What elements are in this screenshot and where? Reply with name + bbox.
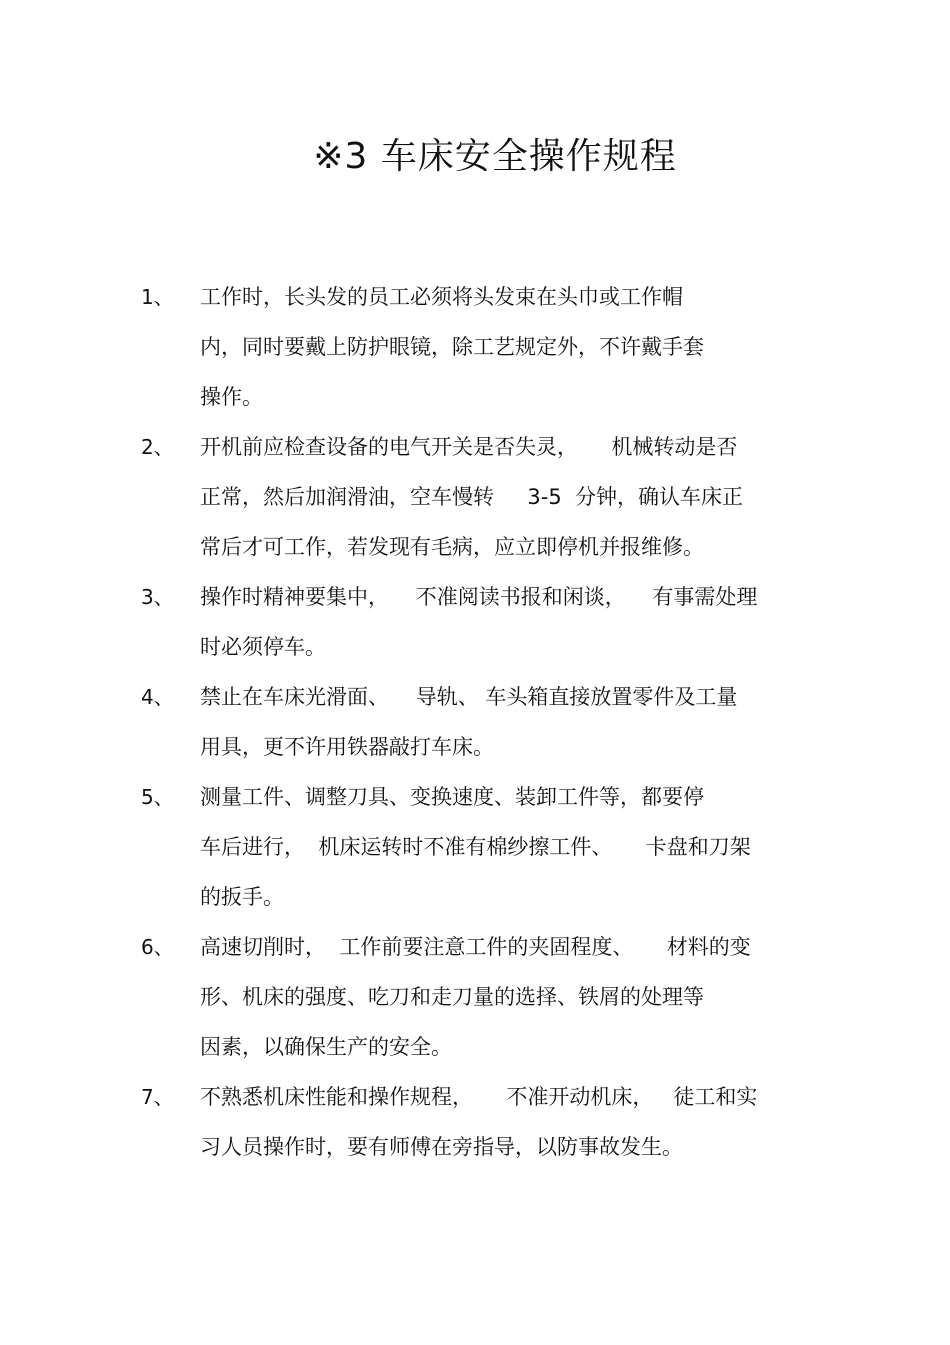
rule-item-2 [0, 422, 950, 572]
rule-text [200, 422, 950, 572]
rule-number: 5、 [141, 785, 174, 809]
rule-line: 时必须停车。 [200, 635, 326, 659]
rule-text [200, 272, 950, 422]
rule-line: 工作时，长头发的员工必须将头发束在头巾或工作帽 [200, 285, 683, 309]
rule-item-4 [0, 672, 950, 772]
rule-line: 开机前应检查设备的电气开关是否失灵， 机械转动是否 [200, 435, 738, 459]
rule-line: 不熟悉机床性能和操作规程， 不准开动机床， 徒工和实 [200, 1085, 758, 1109]
rule-line: 的扳手。 [200, 885, 284, 909]
rule-item-5 [0, 772, 950, 922]
rule-item-7 [0, 1072, 950, 1172]
rule-text [200, 672, 950, 772]
rule-item-3 [0, 572, 950, 672]
rule-line: 用具，更不许用铁器敲打车床。 [200, 735, 494, 759]
rule-text [200, 922, 950, 1072]
page-title: ※3 车床安全操作规程 [313, 136, 677, 177]
rule-line: 测量工件、调整刀具、变换速度、装卸工件等，都要停 [200, 785, 704, 809]
rule-line: 因素，以确保生产的安全。 [200, 1035, 452, 1059]
rule-item-1 [0, 272, 950, 422]
rule-line: 习人员操作时，要有师傅在旁指导，以防事故发生。 [200, 1135, 683, 1159]
rule-number: 4、 [141, 685, 174, 709]
rule-list [0, 272, 950, 1172]
rule-text [200, 572, 950, 672]
rule-line: 高速切削时， 工作前要注意工件的夹固程度、 材料的变 [200, 935, 751, 959]
rule-line: 正常，然后加润滑油，空车慢转 3-5 分钟，确认车床正 [200, 485, 744, 509]
rule-item-6 [0, 922, 950, 1072]
rule-line: 内，同时要戴上防护眼镜，除工艺规定外，不许戴手套 [200, 335, 704, 359]
rule-number: 7、 [141, 1085, 174, 1109]
rule-text [200, 772, 950, 922]
rule-line: 操作时精神要集中， 不准阅读书报和闲谈， 有事需处理 [200, 585, 758, 609]
rule-number: 6、 [141, 935, 174, 959]
rule-text [200, 1072, 950, 1172]
rule-line: 操作。 [200, 385, 263, 409]
rule-line: 车后进行， 机床运转时不准有棉纱擦工件、 卡盘和刀架 [200, 835, 751, 859]
rule-line: 禁止在车床光滑面、 导轨、 车头箱直接放置零件及工量 [200, 685, 738, 709]
rule-number: 3、 [141, 585, 174, 609]
rule-line: 常后才可工作，若发现有毛病，应立即停机并报维修。 [200, 535, 704, 559]
rule-number: 1、 [141, 285, 174, 309]
rule-number: 2、 [141, 435, 174, 459]
rule-line: 形、机床的强度、吃刀和走刀量的选择、铁屑的处理等 [200, 985, 704, 1009]
